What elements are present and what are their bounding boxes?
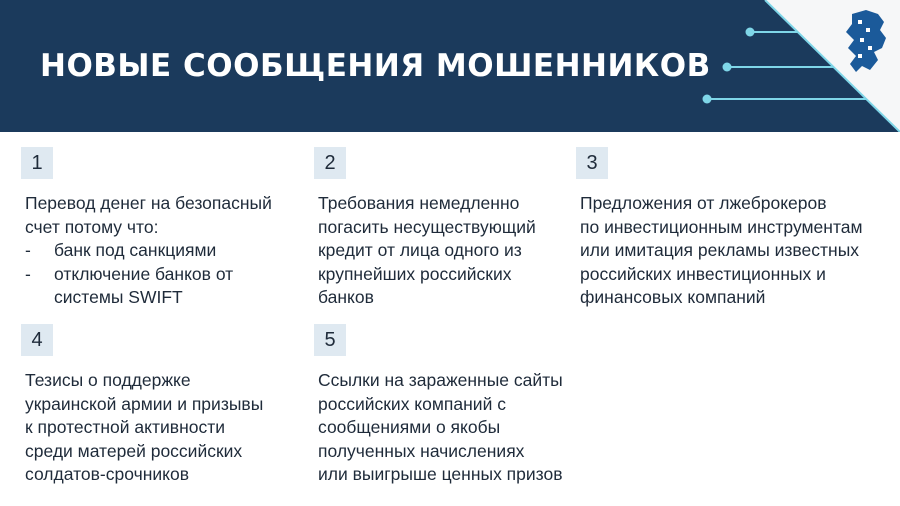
item-number-badge: 1 [21,147,53,179]
item-line: сообщениями о якобы [318,417,501,437]
item-1-bullet-list [25,239,272,310]
item-line: украинской армии и призывы [25,393,264,414]
item-line: по инвестиционным инструментам [580,216,863,237]
bullet-text: системы SWIFT [54,287,183,307]
item-line: или выигрыше ценных призов [318,464,563,484]
bullet-dash: - [25,263,31,284]
item-line: российских компаний с [318,393,506,414]
item-line: кредит от лица одного из [318,240,522,260]
item-line: полученных начислениях [318,440,525,461]
bullet-dash: - [25,240,31,260]
item-line: Ссылки на зараженные сайты [318,370,563,390]
item-line: Предложения от лжеброкеров [580,193,827,213]
item-line: Тезисы о поддержке [25,370,191,390]
header-banner [0,0,900,132]
item-2-text [318,192,536,310]
bullet-text: отключение банков от [54,263,234,284]
circuit-dot-1 [746,28,755,37]
item-line: или имитация рекламы известных [580,240,860,260]
list-item [25,239,272,263]
page-title: НОВЫЕ СООБЩЕНИЯ МОШЕННИКОВ [40,48,711,84]
item-line: счет потому что: [25,216,159,237]
item-line: солдатов-срочников [25,464,190,484]
list-item [25,286,272,310]
item-number-badge: 3 [576,147,608,179]
item-number-badge: 5 [314,324,346,356]
item-line: финансовых компаний [580,287,766,307]
item-line: Перевод денег на безопасный [25,193,272,213]
item-line: к протестной активности [25,417,226,437]
circuit-dot-3 [703,95,712,104]
item-number-badge: 4 [21,324,53,356]
item-3-text [580,192,863,310]
item-4-text [25,369,263,487]
list-item [25,263,272,287]
item-1-text [25,192,272,310]
item-5-text [318,369,563,487]
item-line: крупнейших российских [318,263,512,284]
bullet-text: банк под санкциями [54,240,217,260]
circuit-dot-2 [723,63,732,72]
item-line: среди матерей российских [25,440,243,461]
item-line: банков [318,287,374,307]
item-line: российских инвестиционных и [580,263,826,284]
item-line: погасить несуществующий [318,216,536,237]
item-line: Требования немедленно [318,193,520,213]
item-number-badge: 2 [314,147,346,179]
